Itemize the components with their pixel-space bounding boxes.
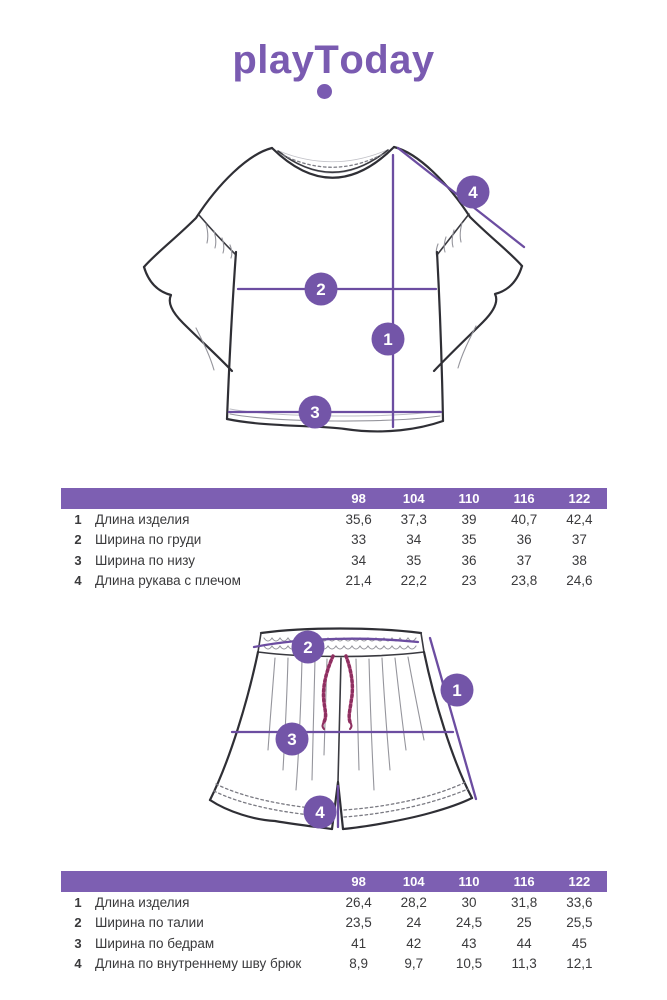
size-col-104: 104	[402, 491, 425, 506]
left-shoulder-sleeve-edge	[144, 148, 272, 267]
right-sleeve-fold	[458, 326, 476, 368]
collar-inner-line	[278, 150, 388, 172]
arrow-length	[430, 638, 476, 799]
left-sleeve-ruffle-hem	[144, 267, 232, 371]
svg-text:1: 1	[383, 330, 393, 349]
measure-marker-4	[304, 796, 337, 829]
size-col-104: 104	[402, 874, 425, 889]
svg-text:3: 3	[310, 403, 320, 422]
right-shoulder-sleeve-edge	[394, 147, 522, 266]
shorts-size-table	[61, 871, 607, 974]
left-armhole-seam	[199, 215, 236, 255]
top-size-table	[61, 488, 607, 591]
table-row: 4 Длина рукава с плечом 21,4 22,2 23 23,8 24,6	[74, 573, 593, 589]
hem-seam-line	[230, 414, 440, 421]
table-row: 1 Длина изделия 35,6 37,3 39 40,7 42,4	[74, 511, 593, 527]
logo-text-oday: oday	[339, 38, 435, 82]
table-row: 1 Длина изделия 26,4 28,2 30 31,8 33,6	[74, 894, 593, 910]
svg-text:3: 3	[287, 730, 297, 749]
measure-marker-3	[299, 396, 332, 429]
right-sleeve-ruffle-hem	[434, 266, 522, 371]
size-col-98: 98	[351, 491, 366, 506]
table-row: 2 Ширина по талии 23,5 24 24,5 25 25,5	[74, 915, 593, 931]
size-col-116: 116	[513, 491, 535, 506]
collar-stitching	[283, 154, 383, 167]
measure-marker-2	[292, 631, 325, 664]
size-col-122: 122	[568, 874, 591, 889]
table-row: 3 Ширина по бедрам 41 42 43 44 45	[74, 935, 587, 951]
drawstring-twist-texture	[323, 656, 352, 722]
body-left-edge	[227, 252, 236, 419]
size-col-98: 98	[351, 874, 366, 889]
table-row: 3 Ширина по низу 34 35 36 37 38	[74, 552, 587, 568]
table-row: 4 Длина по внутреннему шву брюк 8,9 9,7 10,5 11,3 12,1	[74, 956, 593, 972]
size-col-110: 110	[458, 491, 480, 506]
size-col-116: 116	[513, 874, 535, 889]
waistband-bottom	[258, 652, 424, 657]
svg-text:4: 4	[315, 803, 325, 822]
svg-text:1: 1	[452, 681, 462, 700]
svg-text:4: 4	[468, 183, 478, 202]
blouse-measurement-diagram	[140, 128, 540, 476]
logo-text-play: play	[232, 38, 315, 82]
size-col-122: 122	[568, 491, 591, 506]
center-front-seam	[338, 658, 341, 782]
right-leg-hem	[343, 798, 472, 829]
waistband-top	[261, 629, 421, 634]
size-col-110: 110	[458, 874, 480, 889]
logo-dot-icon	[317, 84, 332, 99]
svg-text:2: 2	[316, 280, 326, 299]
right-side-edge	[424, 652, 472, 798]
logo-letter-t: T	[314, 38, 339, 82]
measure-marker-1	[372, 323, 405, 356]
body-right-edge	[437, 252, 443, 421]
svg-text:2: 2	[303, 638, 313, 657]
left-side-edge	[210, 652, 258, 800]
measure-marker-2	[305, 273, 338, 306]
size-header-row	[61, 488, 607, 509]
shorts-measurement-diagram	[180, 610, 500, 860]
brand-logo	[0, 38, 667, 82]
measure-marker-1	[441, 674, 474, 707]
measure-marker-4	[457, 176, 490, 209]
drawstring-aglets	[323, 722, 352, 729]
measure-marker-3	[276, 723, 309, 756]
table-row: 2 Ширина по груди 33 34 35 36 37	[74, 532, 587, 548]
size-header-row	[61, 871, 607, 892]
left-sleeve-gathers	[206, 224, 232, 258]
